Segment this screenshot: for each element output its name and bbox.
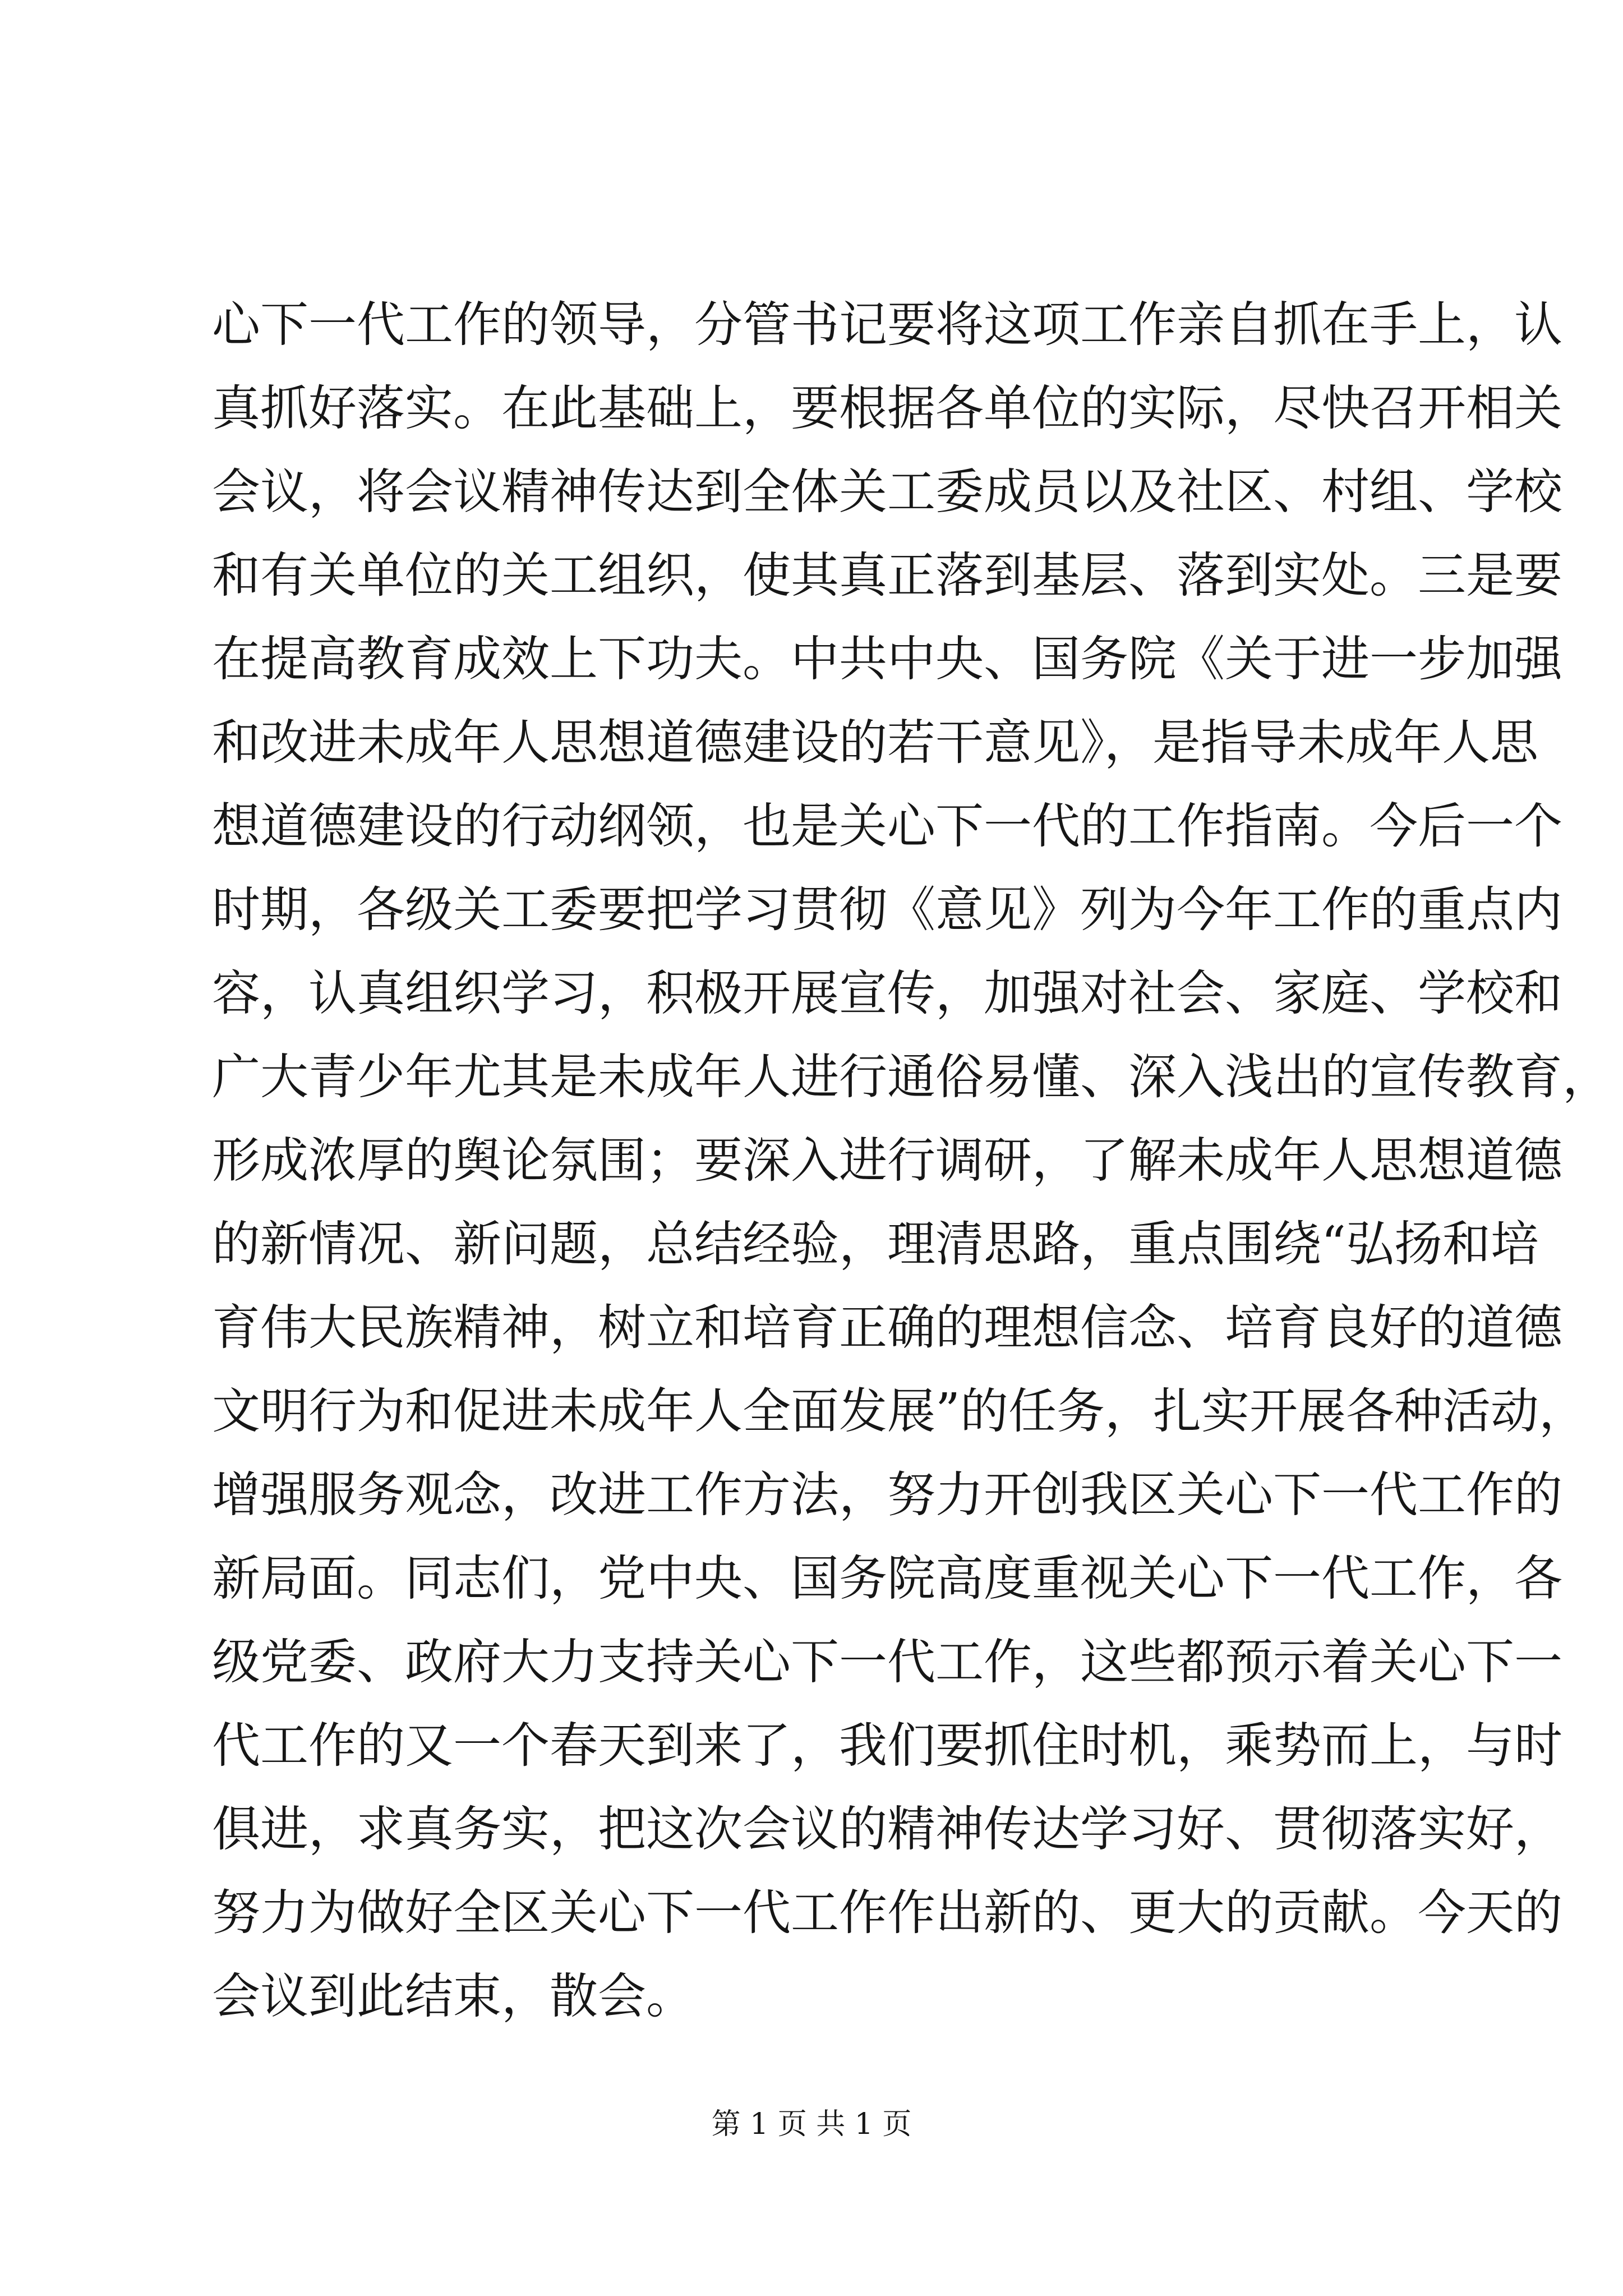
- text-line: 新局面。同志们，党中央、国务院高度重视关心下一代工作，各: [212, 1550, 1562, 1607]
- text-line: 的新情况、新问题，总结经验，理清思路，重点围绕“弘扬和培: [212, 1216, 1539, 1272]
- text-line: 心下一代工作的领导，分管书记要将这项工作亲自抓在手上，认: [212, 297, 1562, 353]
- page-footer: [0, 2105, 1623, 2144]
- text-line: 代工作的又一个春天到来了，我们要抓住时机，乘势而上，与时: [212, 1718, 1562, 1774]
- text-line: 容，认真组织学习，积极开展宣传，加强对社会、家庭、学校和: [212, 965, 1562, 1022]
- text-line: 形成浓厚的舆论氛围；要深入进行调研，了解未成年人思想道德: [212, 1133, 1562, 1189]
- text-line: 努力为做好全区关心下一代工作作出新的、更大的贡献。今天的: [212, 1885, 1562, 1941]
- text-line: 和有关单位的关工组织，使其真正落到基层、落到实处。三是要: [212, 547, 1562, 604]
- text-line: 和改进未成年人思想道德建设的若干意见》，是指导未成年人思: [212, 715, 1538, 771]
- text-line: 俱进，求真务实，把这次会议的精神传达学习好、贯彻落实好，: [212, 1801, 1562, 1857]
- text-line: 想道德建设的行动纲领，也是关心下一代的工作指南。今后一个: [212, 798, 1562, 854]
- page-number: 第 1 页 共 1 页: [711, 2108, 912, 2141]
- text-line: 增强服务观念，改进工作方法，努力开创我区关心下一代工作的: [212, 1467, 1562, 1523]
- text-line: 会议，将会议精神传达到全体关工委成员以及社区、村组、学校: [212, 464, 1562, 520]
- text-line: 广大青少年尤其是未成年人进行通俗易懂、深入浅出的宣传教育，: [212, 1049, 1611, 1105]
- text-line: 级党委、政府大力支持关心下一代工作，这些都预示着关心下一: [212, 1634, 1562, 1690]
- text-line-last: 会议到此结束，散会。: [212, 1968, 694, 2024]
- text-line: 育伟大民族精神，树立和培育正确的理想信念、培育良好的道德: [212, 1300, 1562, 1356]
- text-line: 文明行为和促进未成年人全面发展”的任务，扎实开展各种活动，: [212, 1383, 1587, 1439]
- text-line: 真抓好落实。在此基础上，要根据各单位的实际，尽快召开相关: [212, 380, 1562, 436]
- text-line: 在提高教育成效上下功夫。中共中央、国务院《关于进一步加强: [212, 631, 1562, 687]
- text-line: 时期，各级关工委要把学习贯彻《意见》列为今年工作的重点内: [212, 882, 1562, 938]
- body-paragraph: [212, 283, 1611, 2039]
